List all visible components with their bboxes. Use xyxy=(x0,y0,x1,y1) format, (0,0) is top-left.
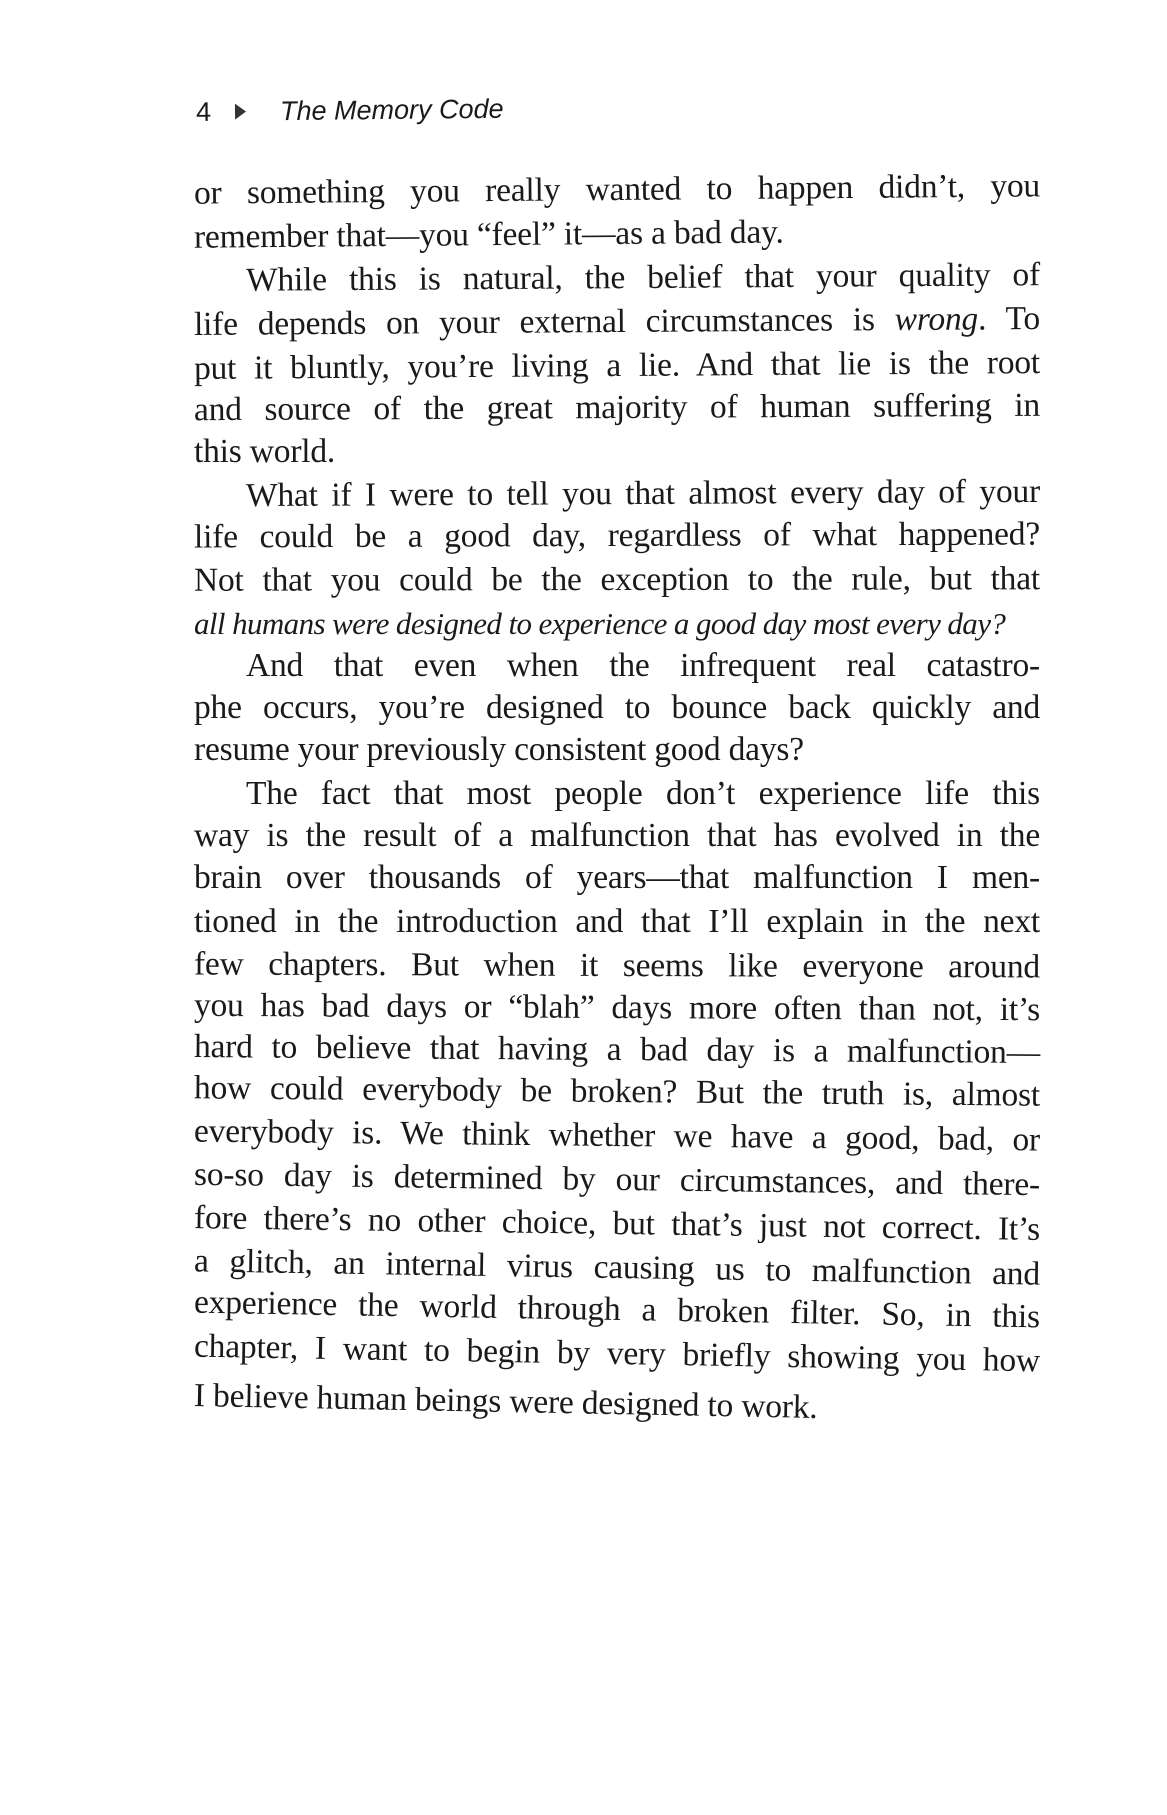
text-line: brain over thousands of years—that malfunction I men- xyxy=(194,859,1040,896)
text-line: And that even when the infrequent real catastro- xyxy=(246,647,1040,684)
text-line: life could be a good day, regardless of what happened? xyxy=(193,515,1041,556)
text-line: put it bluntly, you’re living a lie. And that lie is the root xyxy=(193,344,1041,387)
text-line: everybody is. We think whether we have a good, bad, or xyxy=(193,1112,1041,1159)
text-line: I believe human beings were designed to work. xyxy=(193,1377,818,1426)
text-line: Not that you could be the exception to the rule, but that xyxy=(193,560,1041,599)
text-line: phe occurs, you’re designed to bounce back quickly and xyxy=(194,689,1040,726)
text-line: hard to believe that having a bad day is a malfunction— xyxy=(193,1028,1041,1071)
text-line: tioned in the introduction and that I’ll explain in the next xyxy=(194,903,1040,940)
text-line: What if I were to tell you that almost every day of your xyxy=(245,472,1041,515)
text-line xyxy=(194,299,1040,345)
text-line: chapter, I want to begin by very briefly showing you how xyxy=(193,1327,1041,1380)
text-line: fore there’s no other choice, but that’s just not correct. It’s xyxy=(193,1199,1041,1248)
text-line: While this is natural, the belief that your quality of xyxy=(245,256,1041,299)
book-title: The Memory Code xyxy=(279,93,504,126)
page-number: 4 xyxy=(195,96,212,127)
text-line: remember that—you “feel” it—as a bad day. xyxy=(193,213,784,256)
emphasized-word: wrong xyxy=(894,300,979,339)
text-line: you has bad days or “blah” days more often than not, it’s xyxy=(193,986,1041,1029)
text-line: all humans were designed to experience a good day most every day? xyxy=(194,606,1006,641)
text-line: how could everybody be broken? But the truth is, almost xyxy=(193,1069,1041,1114)
text-line: and source of the great majority of human suffering in xyxy=(193,386,1041,429)
text-line: experience the world through a broken filter. So, in this xyxy=(193,1283,1041,1336)
text-fragment: life depends on your external circumstances is xyxy=(193,301,875,343)
text-line: or something you really wanted to happen didn’t, you xyxy=(193,167,1041,212)
text-line: resume your previously consistent good days? xyxy=(194,731,804,768)
text-line: this world. xyxy=(194,433,336,470)
text-line: few chapters. But when it seems like everyone around xyxy=(193,945,1041,986)
text-line: The fact that most people don’t experience life this xyxy=(246,775,1040,812)
text-line: way is the result of a malfunction that has evolved in the xyxy=(194,817,1040,854)
text-fragment: . To xyxy=(977,300,1041,338)
text-line: so-so day is determined by our circumstances, and there- xyxy=(193,1155,1041,1204)
text-line: a glitch, an internal virus causing us to malfunction and xyxy=(193,1242,1041,1293)
